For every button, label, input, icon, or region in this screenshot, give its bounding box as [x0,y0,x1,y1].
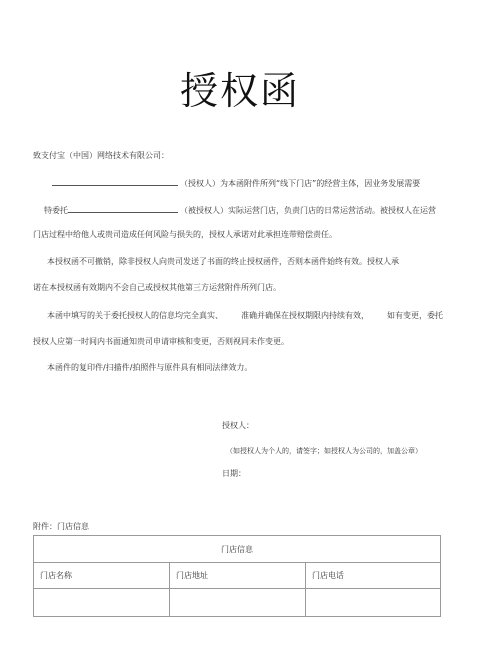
para3-line1 [47,311,443,321]
para1-line1-text: （授权人）为本函附件所列“线下门店”的经营主体，因业务发展需要 [180,179,421,188]
table-row [34,589,441,617]
page-title: 授权函 [179,69,300,113]
attachment-label: 附件：门店信息 [33,522,89,531]
authorizer-blank [52,177,178,186]
addressee: 致支付宝（中国）网络技术有限公司： [33,151,169,160]
column-header-store-address: 门店地址 [170,563,306,589]
column-header-store-name: 门店名称 [34,563,170,589]
table-caption: 门店信息 [34,536,441,563]
signature-note: （如授权人为个人的，请签字；如授权人为公司的，加盖公章） [226,447,422,455]
store-info-table [33,535,441,617]
store-phone-cell[interactable] [306,589,441,617]
para1-line2-text: （被授权人）实际运营门店，负责门店的日常运营活动。被授权人在运营 [180,206,436,215]
para2-line2: 诺在本授权函有效期内不会自己或授权其他第三方运营附件所列门店。 [33,283,281,292]
para3-line1-b: 准确并确保在授权期限内持续有效， [241,311,369,320]
table-caption-row [34,536,441,563]
para1-line2 [44,204,436,216]
para3-line2: 授权人应第一时间内书面通知贵司申请审核和变更，否则视同未作变更。 [33,337,289,346]
store-address-cell[interactable] [170,589,306,617]
para4: 本函件的复印件/扫描件/拍照件与原件具有相同法律效力。 [47,363,253,372]
table-header-row [34,563,441,589]
authorized-party-blank [68,204,178,213]
store-name-cell[interactable] [34,589,170,617]
para1-line2-prefix: 特委托 [44,206,68,215]
date-label: 日期： [222,469,246,478]
para2-line1: 本授权函不可撤销，除非授权人向贵司发送了书面的终止授权函件，否则本函件始终有效。授权人承 [47,257,399,266]
para3-line1-a: 本函中填写的关于委托授权人的信息均完全真实、 [47,311,223,320]
para1-line3: 门店过程中给他人或贵司造成任何风险与损失的，授权人承诺对此承担连带赔偿责任。 [33,230,337,239]
column-header-store-phone: 门店电话 [306,563,441,589]
authorizer-label: 授权人： [222,421,254,430]
para3-line1-c: 如有变更，委托 [387,311,443,320]
para1-line1 [52,177,420,189]
